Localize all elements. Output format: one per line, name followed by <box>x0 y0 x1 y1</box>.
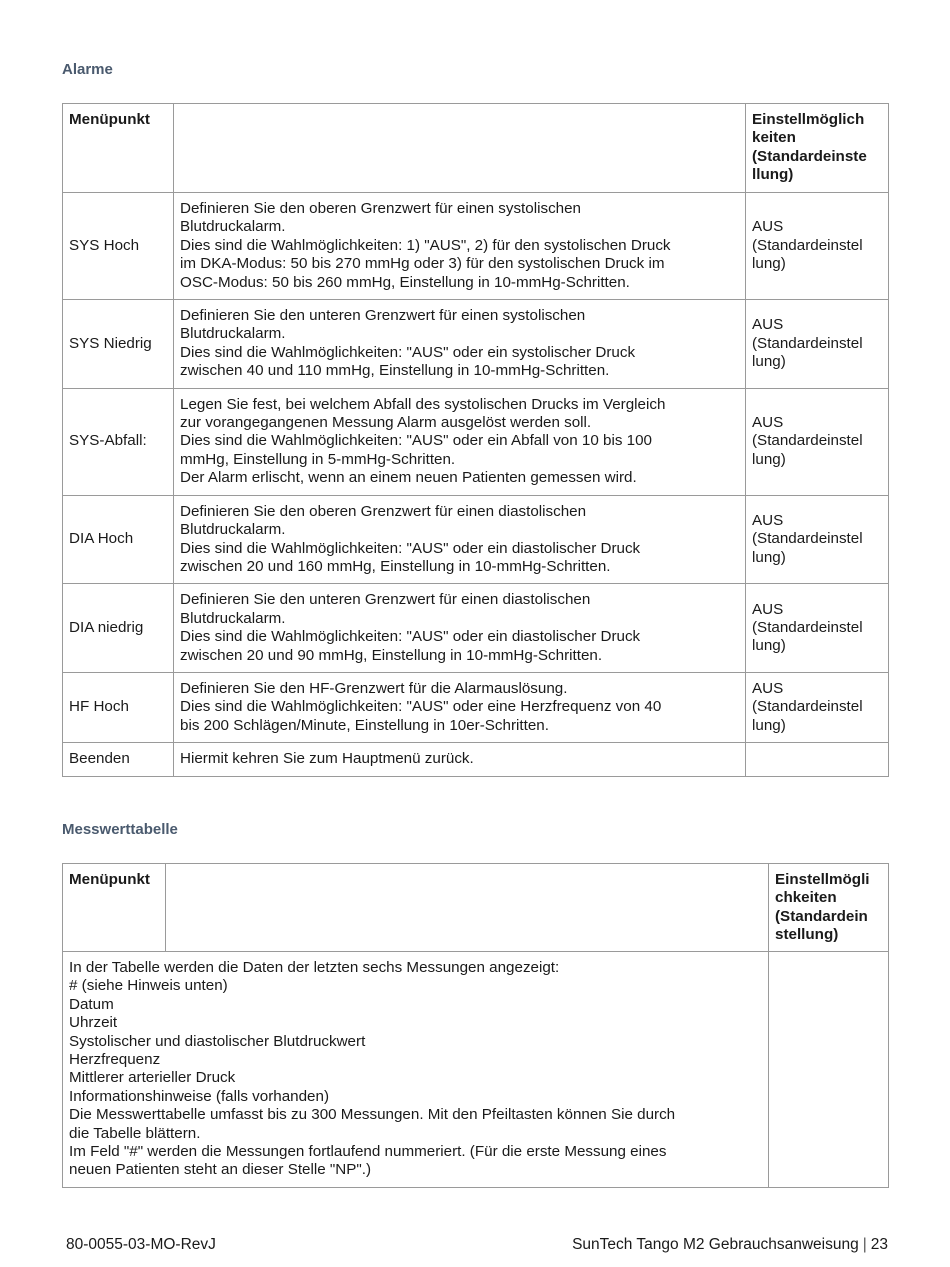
setting-line: lung) <box>752 716 786 734</box>
setting-line: AUS <box>752 511 784 529</box>
description-line: Dies sind die Wahlmöglichkeiten: "AUS" oder ein systolischer Druck <box>180 343 636 361</box>
alarme-row-setting <box>746 743 889 776</box>
description-line: zwischen 20 und 160 mmHg, Einstellung in 10-mmHg-Schritten. <box>180 557 611 575</box>
description-line: Hiermit kehren Sie zum Hauptmenü zurück. <box>180 750 474 768</box>
messwerttabelle-setting <box>769 952 889 1188</box>
header-einstellmoeglichkeiten <box>769 864 889 952</box>
setting-line: AUS <box>752 414 784 432</box>
alarme-row-setting <box>746 672 889 742</box>
description-line: Dies sind die Wahlmöglichkeiten: "AUS" oder ein diastolischer Druck <box>180 628 641 646</box>
description-line: zwischen 20 und 90 mmHg, Einstellung in 10-mmHg-Schritten. <box>180 646 603 664</box>
footer-page-number: 23 <box>870 1236 888 1253</box>
description-line: zur vorangegangenen Messung Alarm ausgelöst werden soll. <box>180 414 592 432</box>
setting-line: AUS <box>752 316 784 334</box>
messwerttabelle-header-row <box>63 864 889 952</box>
alarme-heading: Alarme <box>62 61 113 78</box>
setting-line: (Standardeinstel <box>752 334 863 352</box>
alarme-row-setting <box>746 300 889 389</box>
description-line: im DKA-Modus: 50 bis 270 mmHg oder 3) für den systolischen Druck im <box>180 255 665 273</box>
alarme-row-setting <box>746 495 889 584</box>
description-line: Dies sind die Wahlmöglichkeiten: "AUS" oder ein Abfall von 10 bis 100 <box>180 432 653 450</box>
footer-title <box>572 1236 888 1254</box>
description-line: Definieren Sie den HF-Grenzwert für die Alarmauslösung. <box>180 679 568 697</box>
messwerttabelle-line: Uhrzeit <box>69 1014 118 1032</box>
setting-line: lung) <box>752 353 786 371</box>
alarme-row-description <box>174 193 746 300</box>
alarme-row-setting <box>746 388 889 495</box>
alarme-row-setting <box>746 584 889 673</box>
messwerttabelle-line: Informationshinweise (falls vorhanden) <box>69 1087 330 1105</box>
header-setting-line: Einstellmöglich <box>752 111 865 128</box>
setting-line: lung) <box>752 637 786 655</box>
header-description <box>174 104 746 193</box>
alarme-row-item: SYS Hoch <box>63 193 174 300</box>
header-description <box>166 864 769 952</box>
messwerttabelle-table <box>62 863 889 1188</box>
description-line: Dies sind die Wahlmöglichkeiten: 1) "AUS", 2) für den systolischen Druck <box>180 236 671 254</box>
setting-line: (Standardeinstel <box>752 530 863 548</box>
alarme-row-item: SYS-Abfall: <box>63 388 174 495</box>
alarme-row-item: Beenden <box>63 743 174 776</box>
messwerttabelle-description <box>63 952 769 1188</box>
description-line: bis 200 Schlägen/Minute, Einstellung in 10er-Schritten. <box>180 716 549 734</box>
messwerttabelle-line: Datum <box>69 995 114 1013</box>
description-line: Definieren Sie den oberen Grenzwert für einen systolischen <box>180 200 582 217</box>
setting-line: lung) <box>752 450 786 468</box>
header-menupunkt: Menüpunkt <box>63 864 166 952</box>
messwerttabelle-line: neuen Patienten steht an dieser Stelle "NP".) <box>69 1161 372 1179</box>
footer-doc-title: SunTech Tango M2 Gebrauchsanweisung <box>572 1236 859 1253</box>
description-line: Definieren Sie den unteren Grenzwert für einen diastolischen <box>180 591 591 609</box>
description-line: mmHg, Einstellung in 5-mmHg-Schritten. <box>180 450 456 468</box>
header-einstellmoeglichkeiten <box>746 104 889 193</box>
alarme-row-description <box>174 743 746 776</box>
description-line: Blutdruckalarm. <box>180 521 286 539</box>
alarme-row <box>63 495 889 584</box>
header-setting-line: (Standardeinste <box>752 147 867 165</box>
header-menupunkt: Menüpunkt <box>63 104 174 193</box>
messwerttabelle-line: Im Feld "#" werden die Messungen fortlaufend nummeriert. (Für die erste Messung eines <box>69 1143 667 1161</box>
alarme-row-description <box>174 388 746 495</box>
description-line: Definieren Sie den unteren Grenzwert für einen systolischen <box>180 307 586 325</box>
alarme-header-row <box>63 104 889 193</box>
footer-doc-id: 80-0055-03-MO-RevJ <box>66 1236 216 1253</box>
description-line: Blutdruckalarm. <box>180 325 286 343</box>
header-setting-line: (Standardein <box>775 907 868 925</box>
description-line: Definieren Sie den oberen Grenzwert für einen diastolischen <box>180 502 587 520</box>
alarme-row-description <box>174 584 746 673</box>
description-line: Dies sind die Wahlmöglichkeiten: "AUS" oder eine Herzfrequenz von 40 <box>180 698 662 716</box>
setting-line: (Standardeinstel <box>752 698 863 716</box>
alarme-row <box>63 388 889 495</box>
header-setting-line: keiten <box>752 129 796 147</box>
alarme-row-description <box>174 672 746 742</box>
messwerttabelle-line: Mittlerer arterieller Druck <box>69 1069 236 1087</box>
header-setting-line: chkeiten <box>775 889 837 907</box>
messwerttabelle-heading: Messwerttabelle <box>62 821 178 838</box>
description-line: Dies sind die Wahlmöglichkeiten: "AUS" oder ein diastolischer Druck <box>180 539 641 557</box>
setting-line: AUS <box>752 218 784 236</box>
description-line: OSC-Modus: 50 bis 260 mmHg, Einstellung in 10-mmHg-Schritten. <box>180 273 630 291</box>
alarme-row <box>63 193 889 300</box>
messwerttabelle-body-row <box>63 952 889 1188</box>
description-line: zwischen 40 und 110 mmHg, Einstellung in 10-mmHg-Schritten. <box>180 362 610 380</box>
description-line: Legen Sie fest, bei welchem Abfall des systolischen Drucks im Vergleich <box>180 395 666 413</box>
alarme-row-item: DIA Hoch <box>63 495 174 584</box>
setting-line: (Standardeinstel <box>752 236 863 254</box>
setting-line: AUS <box>752 679 784 697</box>
alarme-row-description <box>174 300 746 389</box>
setting-line: lung) <box>752 255 786 273</box>
setting-line: lung) <box>752 548 786 566</box>
alarme-row <box>63 584 889 673</box>
alarme-row <box>63 743 889 776</box>
alarme-row-description <box>174 495 746 584</box>
alarme-row <box>63 672 889 742</box>
description-line: Blutdruckalarm. <box>180 609 286 627</box>
setting-line: (Standardeinstel <box>752 432 863 450</box>
messwerttabelle-line: die Tabelle blättern. <box>69 1124 201 1142</box>
alarme-row-item: SYS Niedrig <box>63 300 174 389</box>
messwerttabelle-line: Die Messwerttabelle umfasst bis zu 300 Messungen. Mit den Pfeiltasten können Sie durch <box>69 1106 676 1124</box>
alarme-row-item: DIA niedrig <box>63 584 174 673</box>
setting-line: (Standardeinstel <box>752 618 863 636</box>
footer-separator: | <box>862 1236 867 1253</box>
header-setting-line: stellung) <box>775 926 839 944</box>
header-setting-line: Einstellmögli <box>775 871 870 888</box>
messwerttabelle-line: # (siehe Hinweis unten) <box>69 977 228 995</box>
messwerttabelle-line: Systolischer und diastolischer Blutdruckwert <box>69 1032 366 1050</box>
description-line: Der Alarm erlischt, wenn an einem neuen Patienten gemessen wird. <box>180 469 637 487</box>
setting-line: AUS <box>752 600 784 618</box>
description-line: Blutdruckalarm. <box>180 218 286 236</box>
header-setting-line: llung) <box>752 166 794 184</box>
messwerttabelle-line: In der Tabelle werden die Daten der letzten sechs Messungen angezeigt: <box>69 959 560 976</box>
alarme-row-item: HF Hoch <box>63 672 174 742</box>
alarme-row-setting <box>746 193 889 300</box>
alarme-row <box>63 300 889 389</box>
alarme-table <box>62 103 889 777</box>
messwerttabelle-line: Herzfrequenz <box>69 1051 161 1069</box>
